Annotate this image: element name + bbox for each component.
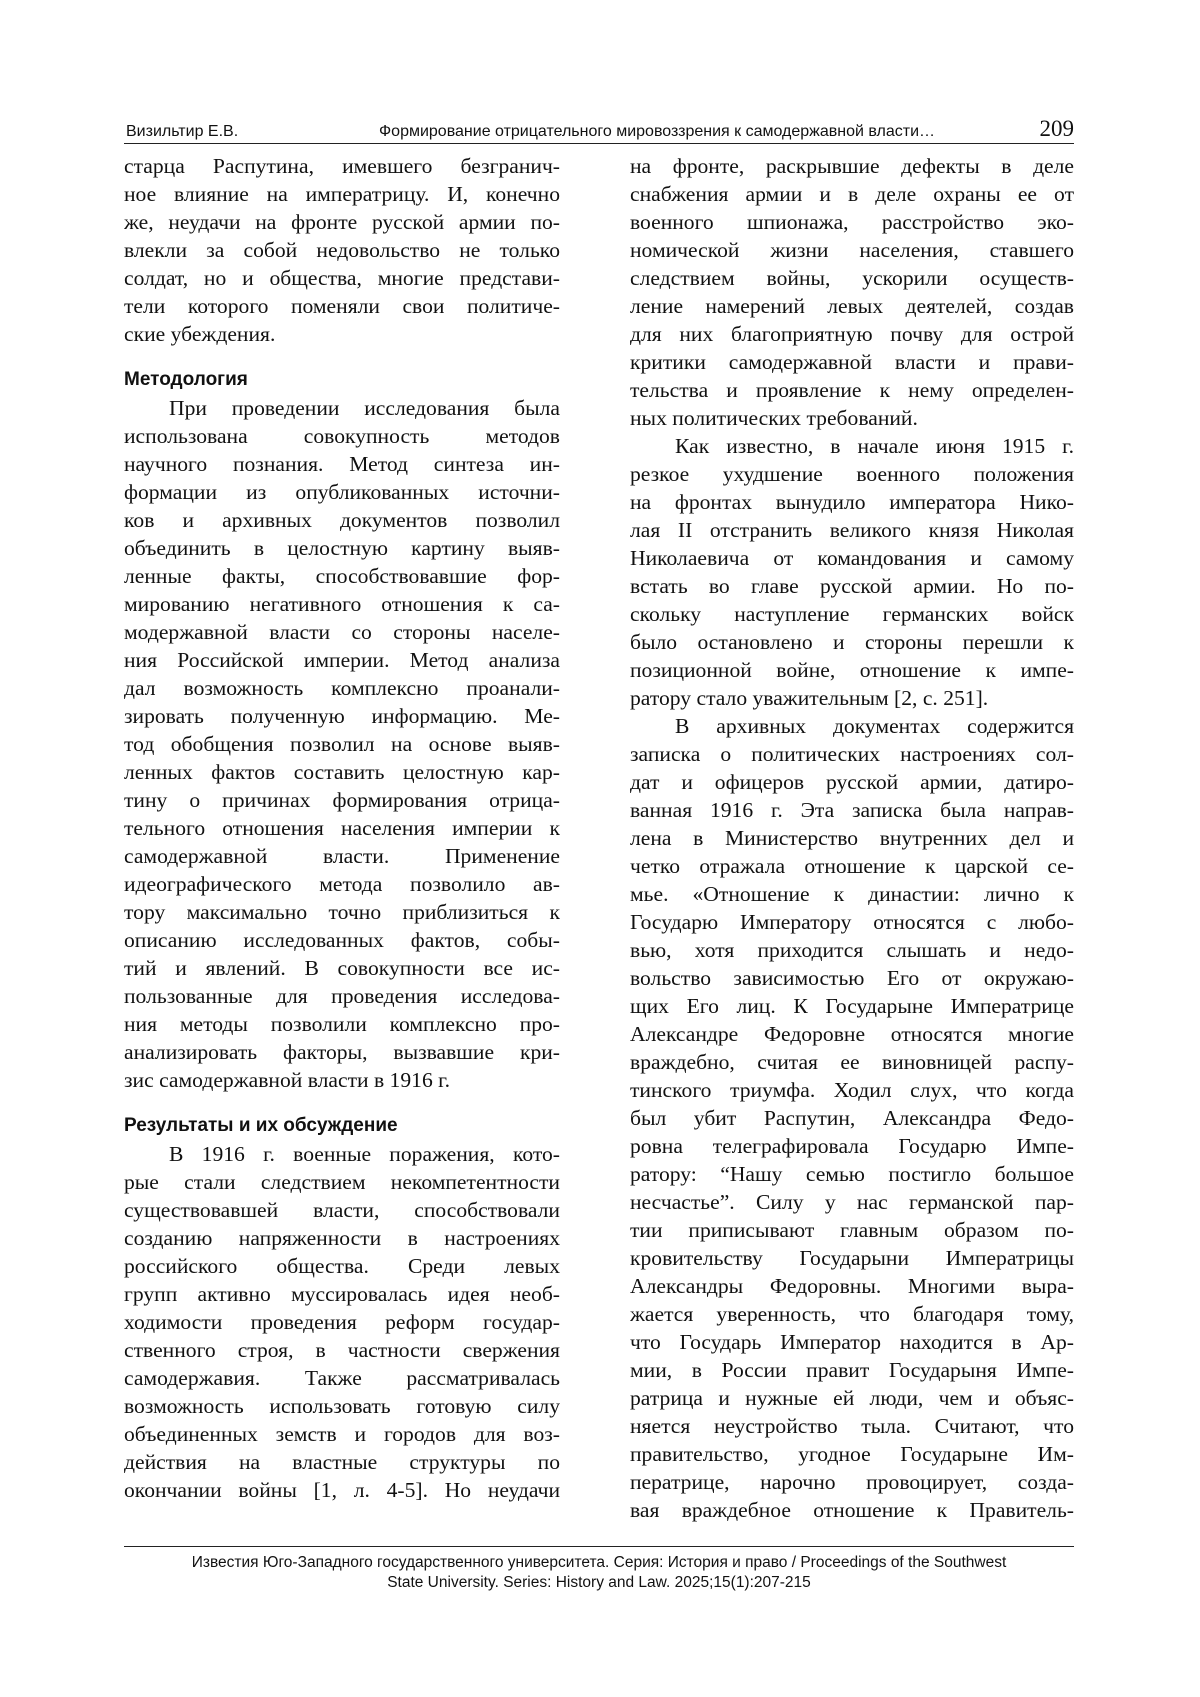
text-line: влекли за собой недовольство не только (124, 238, 560, 262)
text-line: тод обобщения позволил на основе выяв- (124, 732, 560, 756)
text-line: объединить в целостную картину выяв- (124, 536, 560, 560)
text-line: ков и архивных документов позволил (124, 508, 560, 532)
text-line: что Государь Император находится в Ар- (630, 1330, 1074, 1354)
text-line: ратору: “Нашу семью постигло большое (630, 1162, 1074, 1186)
text-line: зировать полученную информацию. Ме- (124, 704, 560, 728)
text-line: снабжения армии и в деле охраны ее от (630, 182, 1074, 206)
text-line: дал возможность комплексно проанали- (124, 676, 560, 700)
text-line: следствием войны, ускорили осуществ- (630, 266, 1074, 290)
text-line: самодержавной власти. Применение (124, 844, 560, 868)
text-line: Государю Императору относятся с любо- (630, 910, 1074, 934)
text-line: действия на властные структуры по (124, 1450, 560, 1474)
text-line: мье. «Отношение к династии: лично к (630, 882, 1074, 906)
text-line: на фронте, раскрывшие дефекты в деле (630, 154, 1074, 178)
text-line: дат и офицеров русской армии, датиро- (630, 770, 1074, 794)
right-text-column (630, 152, 1074, 1524)
text-line: существовавшей власти, способствовали (124, 1198, 560, 1222)
text-line: записка о политических настроениях сол- (630, 742, 1074, 766)
text-line: тору максимально точно приблизиться к (124, 900, 560, 924)
text-line: научного познания. Метод синтеза ин- (124, 452, 560, 476)
text-line: тельства и проявление к нему определен- (630, 378, 1074, 402)
text-line: возможность использовать готовую силу (124, 1394, 560, 1418)
text-line: рые стали следствием некомпетентности (124, 1170, 560, 1194)
header-author: Визильтир Е.В. (126, 123, 239, 140)
text-line: Александры Федоровны. Многими выра- (630, 1274, 1074, 1298)
text-line: кровительству Государыни Императрицы (630, 1246, 1074, 1270)
text-line: скольку наступление германских войск (630, 602, 1074, 626)
text-line: Как известно, в начале июня 1915 г. (675, 434, 1074, 458)
text-line: был убит Распутин, Александра Федо- (630, 1106, 1074, 1130)
text-line: мии, в России правит Государыня Импе- (630, 1358, 1074, 1382)
text-line: няется неустройство тыла. Считают, что (630, 1414, 1074, 1438)
text-line: ленных фактов составить целостную кар- (124, 760, 560, 784)
section-heading: Результаты и их обсуждение (124, 1115, 398, 1136)
text-line: ратору стало уважительным [2, с. 251]. (630, 686, 989, 710)
text-line: окончании войны [1, л. 4-5]. Но неудачи (124, 1478, 560, 1502)
text-line: тели которого поменяли свои политиче- (124, 294, 560, 318)
text-line: ператрице, нарочно провоцирует, созда- (630, 1470, 1074, 1494)
text-line: военного шпионажа, расстройство эко- (630, 210, 1074, 234)
text-line: В 1916 г. военные поражения, кото- (169, 1142, 560, 1166)
text-line: мированию негативного отношения к са- (124, 592, 560, 616)
text-line: ванная 1916 г. Эта записка была направ- (630, 798, 1074, 822)
text-line: лена в Министерство внутренних дел и (630, 826, 1074, 850)
text-line: объединенных земств и городов для воз- (124, 1422, 560, 1446)
page-number: 209 (1039, 116, 1074, 141)
section-heading: Методология (124, 369, 248, 390)
text-line: вольство зависимостью Его от окружаю- (630, 966, 1074, 990)
text-line: пользованные для проведения исследова- (124, 984, 560, 1008)
text-line: ратрица и нужные ей люди, чем и объяс- (630, 1386, 1074, 1410)
text-line: Александре Федоровне относятся многие (630, 1022, 1074, 1046)
text-line: лая II отстранить великого князя Николая (630, 518, 1074, 542)
text-line: вая враждебное отношение к Правитель- (630, 1498, 1074, 1522)
section-spacer (124, 348, 560, 366)
text-line: В архивных документах содержится (675, 714, 1074, 738)
text-line: солдат, но и общества, многие представи- (124, 266, 560, 290)
text-line: тий и явлений. В совокупности все ис- (124, 956, 560, 980)
text-line: номической жизни населения, ставшего (630, 238, 1074, 262)
header-article-title: Формирование отрицательного мировоззрения к самодержавной власти… (379, 123, 936, 140)
journal-footer (124, 1546, 1074, 1593)
text-line: ния Российской империи. Метод анализа (124, 648, 560, 672)
text-line: использована совокупность методов (124, 424, 560, 448)
footer-line-1: Известия Юго-Западного государственного университета. Серия: История и право / Proceedings of the Southwest (191, 1554, 1007, 1571)
text-line: ственного строя, в частности свержения (124, 1338, 560, 1362)
text-line: на фронтах вынудило императора Нико- (630, 490, 1074, 514)
text-line: резкое ухудшение военного положения (630, 462, 1074, 486)
text-line: российского общества. Среди левых (124, 1254, 560, 1278)
text-line: При проведении исследования была (169, 396, 560, 420)
running-header (124, 113, 1074, 144)
text-line: встать во главе русской армии. Но по- (630, 574, 1074, 598)
text-line: четко отражала отношение к царской се- (630, 854, 1074, 878)
text-line: ходимости проведения реформ государ- (124, 1310, 560, 1334)
text-line: было остановлено и стороны перешли к (630, 630, 1074, 654)
text-line: жается уверенность, что благодаря тому, (630, 1302, 1074, 1326)
text-line: старца Распутина, имевшего безгранич- (124, 154, 560, 178)
text-line: вью, хотя приходится слышать и недо- (630, 938, 1074, 962)
text-line: тину о причинах формирования отрица- (124, 788, 560, 812)
section-spacer (124, 1094, 560, 1112)
left-text-column (124, 152, 560, 1504)
text-line: тии приписывают главным образом по- (630, 1218, 1074, 1242)
text-line: ровна телеграфировала Государю Импе- (630, 1134, 1074, 1158)
footer-line-2: State University. Series: History and Law. 2025;15(1):207-215 (387, 1574, 811, 1591)
text-line: же, неудачи на фронте русской армии по- (124, 210, 560, 234)
text-line: щих Его лиц. К Государыне Императрице (630, 994, 1074, 1018)
text-line: анализировать факторы, вызвавшие кри- (124, 1040, 560, 1064)
text-line: ных политических требований. (630, 406, 918, 430)
text-line: ление намерений левых деятелей, создав (630, 294, 1074, 318)
text-line: ские убеждения. (124, 322, 276, 346)
text-line: ное влияние на императрицу. И, конечно (124, 182, 560, 206)
text-line: созданию напряженности в настроениях (124, 1226, 560, 1250)
text-line: Николаевича от командования и самому (630, 546, 1074, 570)
text-line: тельного отношения населения империи к (124, 816, 560, 840)
text-line: групп активно муссировалась идея необ- (124, 1282, 560, 1306)
text-line: несчастье”. Силу у нас германской пар- (630, 1190, 1074, 1214)
text-line: ленные факты, способствовавшие фор- (124, 564, 560, 588)
text-line: идеографического метода позволило ав- (124, 872, 560, 896)
text-line: позиционной войне, отношение к импе- (630, 658, 1074, 682)
text-line: ния методы позволили комплексно про- (124, 1012, 560, 1036)
text-line: для них благоприятную почву для острой (630, 322, 1074, 346)
text-line: враждебно, считая ее виновницей распу- (630, 1050, 1074, 1074)
text-line: описанию исследованных фактов, собы- (124, 928, 560, 952)
text-line: тинского триумфа. Ходил слух, что когда (630, 1078, 1074, 1102)
text-line: модержавной власти со стороны населе- (124, 620, 560, 644)
text-line: формации из опубликованных источни- (124, 480, 560, 504)
text-line: критики самодержавной власти и прави- (630, 350, 1074, 374)
text-line: самодержавия. Также рассматривалась (124, 1366, 560, 1390)
text-line: правительство, угодное Государыне Им- (630, 1442, 1074, 1466)
text-line: зис самодержавной власти в 1916 г. (124, 1068, 450, 1092)
